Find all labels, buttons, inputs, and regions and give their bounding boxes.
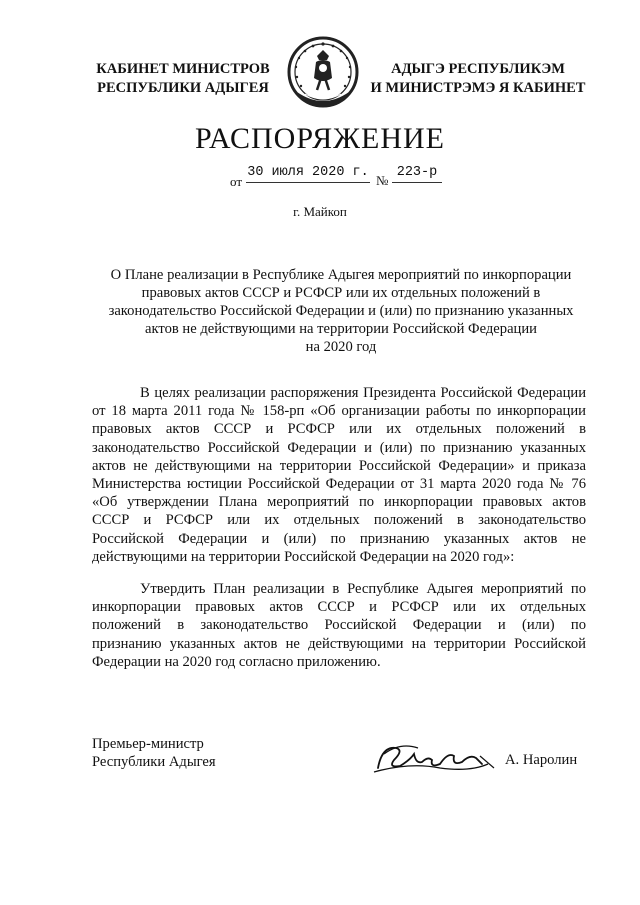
issuer-name-russian [88,60,278,98]
date-prefix: от [230,174,243,189]
issuer-line-1: АДЫГЭ РЕСПУБЛИКЭМ [391,61,565,77]
preamble-paragraph [92,384,586,566]
issuer-line-2: РЕСПУБЛИКИ АДЫГЕЯ [97,80,269,96]
paragraph-line: законодательство Российской Федерации и (или) по признанию указанных [92,439,586,456]
paragraph-line: Министерства юстиции Российской Федерации от 31 марта 2020 года № 76 [92,476,586,493]
handwritten-signature [370,738,500,782]
position-line-2: Республики Адыгея [92,754,216,770]
issuer-line-1: КАБИНЕТ МИНИСТРОВ [96,61,270,77]
signatory-name: А. Наролин [505,752,578,768]
document-date: 30 июля 2020 г. [246,164,370,183]
issue-city: г. Майкоп [293,204,347,219]
document-number: 223-р [392,164,442,183]
paragraph-line: СССР и РСФСР или их отдельных положений в законодательство [92,512,586,529]
subject-line: на 2020 год [305,339,377,355]
paragraph-line: инкорпорации правовых актов СССР и РСФСР или их отдельных [92,599,586,616]
paragraph-line: Утвердить План реализации в Республике Адыгея мероприятий по [140,581,586,597]
signatory-position [92,735,216,771]
paragraph-line: В целях реализации распоряжения Президента Российской Федерации [140,385,586,401]
paragraph-line: признанию указанных актов не действующими на территории Российской [92,635,586,652]
subject-line: О Плане реализации в Республике Адыгея мероприятий по инкорпорации [110,267,572,283]
paragraph-line: действующими на территории Российской Федерации на 2020 год»: [92,548,515,565]
position-line-1: Премьер-министр [92,736,204,752]
issuer-line-2: И МИНИСТРЭМЭ Я КАБИНЕТ [370,80,586,96]
document-type-title: РАСПОРЯЖЕНИЕ [194,122,446,155]
paragraph-line: от 18 марта 2011 года № 158-рп «Об организации работы по инкорпорации [92,403,586,420]
paragraph-line: положений в законодательство Российской Федерации и (или) по [92,617,586,634]
document-subject [96,266,586,356]
date-number-line [0,164,640,188]
issuer-name-adyghe [368,60,588,98]
paragraph-line: правовых актов СССР и РСФСР или их отдельных положений в [92,421,586,438]
paragraph-line: актов не действующими на территории Российской Федерации» и приказа [92,457,586,474]
coat-of-arms-emblem [283,34,363,114]
subject-line: актов не действующими на территории Российской Федерации [145,321,537,337]
subject-line: правовых актов СССР и РСФСР или их отдельных положений в [141,285,541,301]
number-sign: № [376,173,389,188]
paragraph-line: Федерации на 2020 год согласно приложению. [92,653,381,670]
resolution-paragraph [92,580,586,671]
subject-line: законодательство Российской Федерации и (или) по признанию указанных [108,303,574,319]
paragraph-line: «Об утверждении Плана мероприятий по инкорпорации правовых актов [92,494,586,511]
paragraph-line: Российской Федерации и (или) по признанию указанных актов не [92,530,586,547]
